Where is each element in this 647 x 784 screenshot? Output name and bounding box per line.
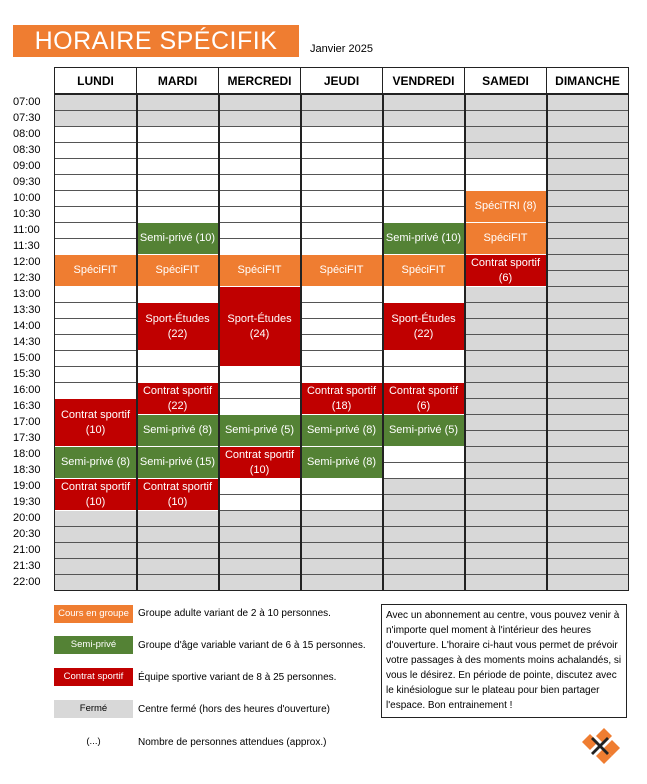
schedule-cell-closed <box>546 478 629 495</box>
schedule-event[interactable] <box>54 478 137 511</box>
event-label: Sport-Études <box>391 312 456 325</box>
schedule-cell-closed <box>136 510 219 527</box>
schedule-cell-closed <box>464 382 547 399</box>
time-label: 19:30 <box>13 496 41 508</box>
info-note: Avec un abonnement au centre, vous pouvez venir à n'importe quel moment à l'intérieur des heures d'ouverture. L'horaire ci-haut vous permet de prévoir votre passages à des moments moins achalandés, si vous le désirez. En période de pointe, discutez avec le kinésiologue sur le plateau pour bien partager l'espace. Bon entrainement ! <box>381 604 627 718</box>
schedule-cell-open <box>218 174 301 191</box>
schedule-cell-closed <box>382 542 465 559</box>
event-label: Contrat sportif <box>470 256 541 269</box>
schedule-cell-closed <box>546 510 629 527</box>
schedule-cell-closed <box>546 190 629 207</box>
schedule-cell-open <box>136 286 219 303</box>
schedule-cell-closed <box>546 302 629 319</box>
legend-swatch-semi-prive: Semi-privé <box>54 636 133 654</box>
schedule-date: Janvier 2025 <box>310 43 373 55</box>
schedule-cell-open <box>300 366 383 383</box>
schedule-event[interactable] <box>218 254 301 287</box>
schedule-cell-closed <box>464 142 547 159</box>
schedule-cell-open <box>300 478 383 495</box>
schedule-cell-closed <box>54 574 137 591</box>
event-label: Contrat sportif <box>60 408 131 421</box>
schedule-event[interactable] <box>218 446 301 479</box>
schedule-cell-closed <box>382 510 465 527</box>
time-label: 22:00 <box>13 576 41 588</box>
schedule-cell-closed <box>546 126 629 143</box>
schedule-cell-open <box>54 142 137 159</box>
schedule-cell-closed <box>54 526 137 543</box>
schedule-cell-closed <box>546 254 629 271</box>
schedule-cell-open <box>300 158 383 175</box>
schedule-event[interactable] <box>54 446 137 479</box>
event-label: SpéciTRI (8) <box>474 200 537 212</box>
schedule-cell-closed <box>464 110 547 127</box>
schedule-cell-closed <box>546 382 629 399</box>
event-label: (22) <box>413 327 434 340</box>
schedule-event[interactable] <box>136 478 219 511</box>
legend-desc-group: Groupe adulte variant de 2 à 10 personnes. <box>138 608 331 619</box>
schedule-event[interactable] <box>464 222 547 255</box>
day-header-jeudi: JEUDI <box>300 67 383 94</box>
event-label: Semi-privé (8) <box>306 456 377 468</box>
schedule-event[interactable] <box>382 414 465 447</box>
legend-desc-contrat: Équipe sportive variant de 8 à 25 personnes. <box>138 672 337 683</box>
time-label: 17:00 <box>13 416 41 428</box>
schedule-cell-open <box>300 334 383 351</box>
schedule-cell-open <box>136 174 219 191</box>
day-header-dimanche: DIMANCHE <box>546 67 629 94</box>
event-label: (22) <box>167 399 188 412</box>
event-label: SpéciFIT <box>155 264 200 276</box>
schedule-cell-open <box>136 350 219 367</box>
schedule-event[interactable] <box>136 382 219 415</box>
schedule-event[interactable] <box>382 222 465 255</box>
schedule-cell-closed <box>218 542 301 559</box>
schedule-event[interactable] <box>218 414 301 447</box>
time-label: 21:00 <box>13 544 41 556</box>
schedule-cell-open <box>218 126 301 143</box>
schedule-cell-open <box>218 190 301 207</box>
schedule-cell-closed <box>136 94 219 111</box>
schedule-event[interactable] <box>464 190 547 223</box>
day-header-lundi: LUNDI <box>54 67 137 94</box>
schedule-cell-closed <box>300 510 383 527</box>
schedule-cell-open <box>218 238 301 255</box>
schedule-cell-open <box>382 158 465 175</box>
schedule-event[interactable] <box>54 254 137 287</box>
column-divider <box>464 94 466 590</box>
schedule-cell-open <box>464 174 547 191</box>
legend-swatch-count: (...) <box>54 733 133 751</box>
schedule-cell-open <box>54 126 137 143</box>
schedule-cell-open <box>54 366 137 383</box>
schedule-cell-open <box>218 158 301 175</box>
schedule-cell-closed <box>300 526 383 543</box>
event-label: Contrat sportif <box>60 480 131 493</box>
schedule-cell-closed <box>546 414 629 431</box>
schedule-cell-open <box>218 366 301 383</box>
schedule-cell-closed <box>546 158 629 175</box>
legend-swatch-group: Cours en groupe <box>54 605 133 623</box>
column-divider <box>218 94 220 590</box>
schedule-event[interactable] <box>300 446 383 479</box>
legend-swatch-ferme: Fermé <box>54 700 133 718</box>
schedule-cell-closed <box>382 94 465 111</box>
schedule-cell-open <box>54 382 137 399</box>
schedule-cell-closed <box>546 574 629 591</box>
event-label: (10) <box>85 423 106 436</box>
page-title: HORAIRE SPÉCIFIK <box>13 25 299 57</box>
schedule-cell-closed <box>464 558 547 575</box>
schedule-cell-closed <box>218 510 301 527</box>
schedule-cell-closed <box>546 446 629 463</box>
schedule-cell-closed <box>54 558 137 575</box>
schedule-cell-open <box>300 222 383 239</box>
schedule-cell-open <box>54 158 137 175</box>
schedule-cell-open <box>300 302 383 319</box>
schedule-event[interactable] <box>300 254 383 287</box>
column-divider <box>136 94 138 590</box>
schedule-cell-open <box>382 286 465 303</box>
time-label: 09:30 <box>13 176 41 188</box>
schedule-cell-closed <box>464 510 547 527</box>
schedule-cell-closed <box>464 542 547 559</box>
schedule-cell-closed <box>54 110 137 127</box>
schedule-cell-closed <box>136 558 219 575</box>
schedule-cell-open <box>136 126 219 143</box>
schedule-cell-closed <box>54 94 137 111</box>
schedule-cell-open <box>136 206 219 223</box>
time-label: 16:30 <box>13 400 41 412</box>
schedule-cell-closed <box>546 318 629 335</box>
time-label: 12:00 <box>13 256 41 268</box>
schedule-cell-open <box>382 446 465 463</box>
event-label: (6) <box>416 399 431 412</box>
time-label: 21:30 <box>13 560 41 572</box>
day-header-samedi: SAMEDI <box>464 67 547 94</box>
time-label: 14:00 <box>13 320 41 332</box>
schedule-cell-closed <box>546 526 629 543</box>
schedule-cell-open <box>136 190 219 207</box>
event-label: Contrat sportif <box>388 384 459 397</box>
schedule-cell-open <box>300 126 383 143</box>
column-divider <box>382 94 384 590</box>
schedule-event[interactable] <box>464 254 547 287</box>
event-label: Semi-privé (5) <box>388 424 459 436</box>
schedule-cell-closed <box>300 94 383 111</box>
schedule-cell-open <box>54 174 137 191</box>
schedule-event[interactable] <box>300 382 383 415</box>
event-label: (6) <box>498 271 513 284</box>
time-label: 11:00 <box>13 224 40 236</box>
event-label: Semi-privé (8) <box>306 424 377 436</box>
schedule-cell-open <box>382 206 465 223</box>
schedule-cell-closed <box>464 574 547 591</box>
schedule-cell-closed <box>136 526 219 543</box>
schedule-cell-closed <box>136 574 219 591</box>
schedule-cell-open <box>382 190 465 207</box>
schedule-cell-closed <box>464 430 547 447</box>
time-label: 10:00 <box>13 192 41 204</box>
schedule-cell-open <box>382 174 465 191</box>
schedule-cell-closed <box>382 574 465 591</box>
schedule-event[interactable] <box>382 382 465 415</box>
schedule-cell-open <box>382 350 465 367</box>
schedule-event[interactable] <box>218 286 301 367</box>
schedule-cell-open <box>218 382 301 399</box>
schedule-cell-open <box>218 142 301 159</box>
schedule-cell-open <box>54 286 137 303</box>
schedule-cell-closed <box>54 510 137 527</box>
time-label: 07:30 <box>13 112 41 124</box>
schedule-cell-closed <box>464 478 547 495</box>
schedule-cell-closed <box>464 286 547 303</box>
time-label: 15:00 <box>13 352 41 364</box>
schedule-cell-closed <box>136 110 219 127</box>
schedule-cell-closed <box>464 462 547 479</box>
schedule-event[interactable] <box>136 222 219 255</box>
time-label: 10:30 <box>13 208 41 220</box>
schedule-cell-closed <box>546 494 629 511</box>
schedule-cell-closed <box>218 110 301 127</box>
event-label: Semi-privé (5) <box>224 424 295 436</box>
legend-swatch-contrat: Contrat sportif <box>54 668 133 686</box>
schedule-cell-closed <box>546 94 629 111</box>
event-label: Contrat sportif <box>224 448 295 461</box>
schedule-cell-open <box>54 190 137 207</box>
schedule-cell-closed <box>464 126 547 143</box>
schedule-cell-open <box>218 478 301 495</box>
schedule-cell-open <box>382 126 465 143</box>
schedule-cell-open <box>300 494 383 511</box>
schedule-cell-closed <box>546 542 629 559</box>
legend-desc-semi-prive: Groupe d'âge variable variant de 6 à 15 personnes. <box>138 640 366 651</box>
event-label: SpéciFIT <box>401 264 446 276</box>
event-label: SpéciFIT <box>319 264 364 276</box>
schedule-cell-open <box>382 142 465 159</box>
schedule-cell-open <box>218 398 301 415</box>
event-label: (22) <box>167 327 188 340</box>
schedule-event[interactable] <box>136 446 219 479</box>
schedule-cell-closed <box>546 110 629 127</box>
schedule-cell-closed <box>464 398 547 415</box>
event-label: (24) <box>249 327 270 340</box>
time-label: 08:00 <box>13 128 41 140</box>
time-label: 17:30 <box>13 432 41 444</box>
schedule-event[interactable] <box>136 414 219 447</box>
schedule-cell-closed <box>218 558 301 575</box>
column-divider <box>300 94 302 590</box>
schedule-cell-open <box>136 142 219 159</box>
event-label: (10) <box>167 495 188 508</box>
time-label: 11:30 <box>13 240 40 252</box>
schedule-cell-open <box>300 350 383 367</box>
schedule-cell-open <box>54 222 137 239</box>
schedule-cell-closed <box>546 206 629 223</box>
schedule-cell-open <box>300 238 383 255</box>
legend-desc-count: Nombre de personnes attendues (approx.) <box>138 737 327 748</box>
schedule-cell-closed <box>300 558 383 575</box>
event-label: Sport-Études <box>227 312 292 325</box>
time-label: 09:00 <box>13 160 41 172</box>
schedule-cell-open <box>300 142 383 159</box>
event-label: Contrat sportif <box>142 480 213 493</box>
schedule-cell-open <box>300 286 383 303</box>
schedule-cell-closed <box>464 318 547 335</box>
schedule-cell-open <box>300 174 383 191</box>
schedule-cell-open <box>136 366 219 383</box>
schedule-cell-closed <box>464 350 547 367</box>
event-label: (18) <box>331 399 352 412</box>
day-header-mardi: MARDI <box>136 67 219 94</box>
schedule-cell-closed <box>382 478 465 495</box>
brand-logo-icon <box>582 728 620 764</box>
schedule-cell-open <box>54 238 137 255</box>
schedule-cell-closed <box>300 574 383 591</box>
time-label: 16:00 <box>13 384 41 396</box>
event-label: SpéciFIT <box>237 264 282 276</box>
schedule-cell-closed <box>464 414 547 431</box>
event-label: Contrat sportif <box>142 384 213 397</box>
schedule-event[interactable] <box>54 398 137 447</box>
schedule-cell-closed <box>546 350 629 367</box>
schedule-cell-open <box>54 206 137 223</box>
time-label: 18:00 <box>13 448 41 460</box>
event-label: SpéciFIT <box>483 232 528 244</box>
time-label: 07:00 <box>13 96 41 108</box>
event-label: Semi-privé (8) <box>60 456 131 468</box>
schedule-cell-closed <box>546 558 629 575</box>
time-label: 14:30 <box>13 336 41 348</box>
schedule-cell-open <box>300 206 383 223</box>
event-label: Semi-privé (8) <box>142 424 213 436</box>
schedule-cell-open <box>300 190 383 207</box>
schedule-cell-open <box>136 158 219 175</box>
schedule-cell-closed <box>546 270 629 287</box>
day-header-vendredi: VENDREDI <box>382 67 465 94</box>
schedule-cell-closed <box>382 110 465 127</box>
event-label: (10) <box>85 495 106 508</box>
schedule-cell-closed <box>546 366 629 383</box>
schedule-cell-closed <box>382 494 465 511</box>
schedule-cell-closed <box>300 542 383 559</box>
event-label: Sport-Études <box>145 312 210 325</box>
time-label: 12:30 <box>13 272 41 284</box>
schedule-cell-closed <box>546 142 629 159</box>
event-label: (10) <box>249 463 270 476</box>
schedule-cell-open <box>464 158 547 175</box>
schedule-cell-closed <box>546 398 629 415</box>
schedule-cell-closed <box>546 238 629 255</box>
time-label: 18:30 <box>13 464 41 476</box>
event-label: Contrat sportif <box>306 384 377 397</box>
event-label: Semi-privé (15) <box>139 456 216 468</box>
schedule-cell-closed <box>218 574 301 591</box>
event-label: Semi-privé (10) <box>139 232 216 244</box>
schedule-cell-closed <box>218 526 301 543</box>
schedule-cell-closed <box>464 366 547 383</box>
schedule-event[interactable] <box>300 414 383 447</box>
schedule-cell-closed <box>546 174 629 191</box>
schedule-cell-open <box>218 206 301 223</box>
schedule-event[interactable] <box>136 302 219 351</box>
schedule-cell-closed <box>54 542 137 559</box>
schedule-cell-closed <box>382 558 465 575</box>
schedule-cell-closed <box>300 110 383 127</box>
schedule-cell-closed <box>464 526 547 543</box>
time-label: 08:30 <box>13 144 41 156</box>
schedule-event[interactable] <box>136 254 219 287</box>
schedule-cell-closed <box>546 334 629 351</box>
legend-desc-ferme: Centre fermé (hors des heures d'ouverture) <box>138 704 330 715</box>
time-label: 15:30 <box>13 368 41 380</box>
day-header-mercredi: MERCREDI <box>218 67 301 94</box>
time-label: 13:00 <box>13 288 41 300</box>
schedule-cell-closed <box>382 526 465 543</box>
time-label: 20:30 <box>13 528 41 540</box>
schedule-cell-closed <box>218 94 301 111</box>
schedule-cell-closed <box>546 222 629 239</box>
column-divider <box>546 94 548 590</box>
schedule-cell-closed <box>464 302 547 319</box>
schedule-cell-closed <box>136 542 219 559</box>
schedule-cell-open <box>382 462 465 479</box>
schedule-cell-closed <box>464 334 547 351</box>
event-label: SpéciFIT <box>73 264 118 276</box>
schedule-cell-open <box>54 334 137 351</box>
schedule-cell-closed <box>546 462 629 479</box>
schedule-cell-closed <box>464 446 547 463</box>
time-label: 20:00 <box>13 512 41 524</box>
schedule-cell-closed <box>546 430 629 447</box>
schedule-cell-closed <box>464 94 547 111</box>
schedule-cell-closed <box>546 286 629 303</box>
schedule-cell-open <box>300 318 383 335</box>
schedule-cell-open <box>382 366 465 383</box>
schedule-event[interactable] <box>382 254 465 287</box>
schedule-cell-open <box>218 222 301 239</box>
schedule-cell-closed <box>464 494 547 511</box>
schedule-cell-open <box>54 302 137 319</box>
schedule-event[interactable] <box>382 302 465 351</box>
time-label: 13:30 <box>13 304 41 316</box>
schedule-cell-open <box>218 494 301 511</box>
time-label: 19:00 <box>13 480 41 492</box>
schedule-cell-open <box>54 350 137 367</box>
event-label: Semi-privé (10) <box>385 232 462 244</box>
schedule-cell-open <box>54 318 137 335</box>
